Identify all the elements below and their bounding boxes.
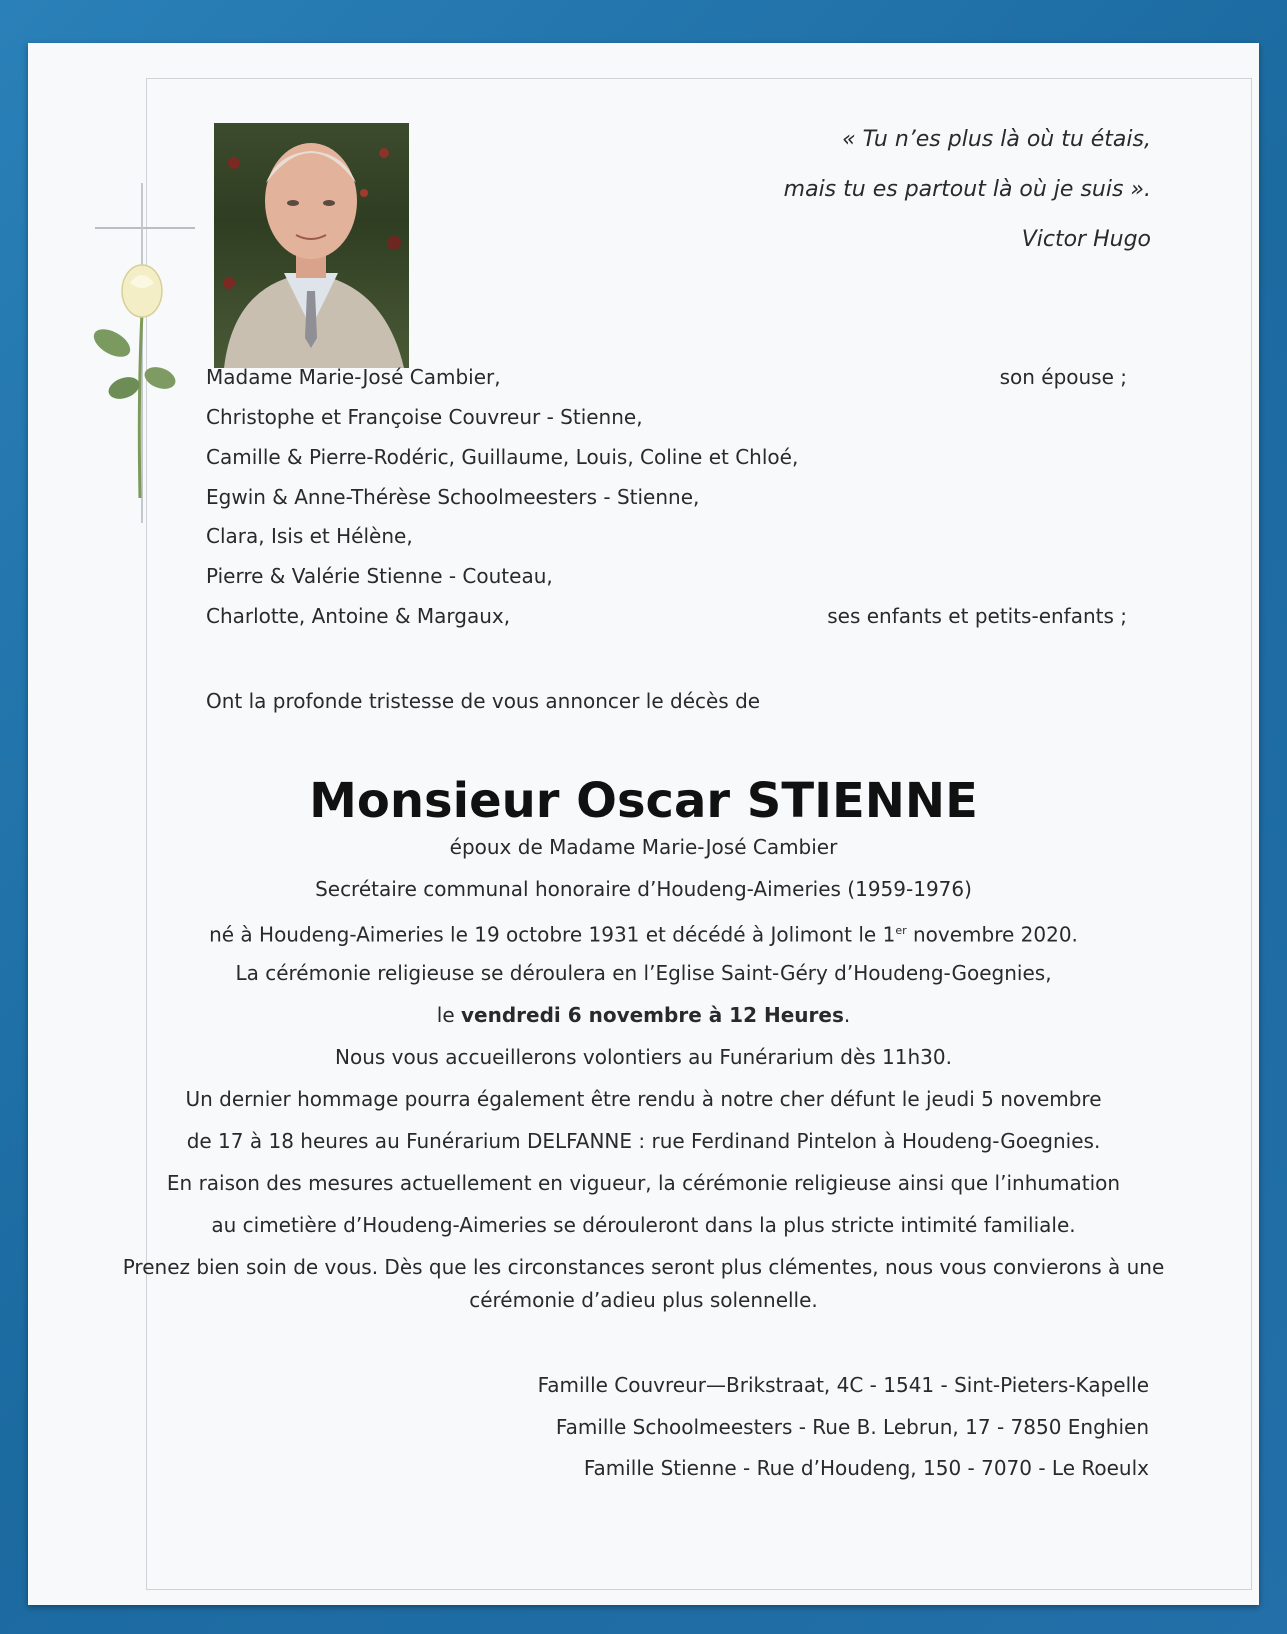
portrait-photo	[214, 123, 409, 368]
care-line-1: Prenez bien soin de vous. Dès que les circonstances seront plus clémentes, nous vous convierons à une	[122, 1255, 1165, 1279]
family-row-left: Madame Marie-José Cambier,	[206, 365, 501, 389]
family-row-left: Charlotte, Antoine & Margaux,	[206, 604, 511, 628]
quote-line-2: mais tu es partout là où je suis ».	[783, 177, 1151, 202]
measures-line-1: En raison des mesures actuellement en vigueur, la cérémonie religieuse ainsi que l’inhumation	[166, 1171, 1121, 1195]
cross-horizontal	[95, 227, 195, 229]
tribute-line-2: de 17 à 18 heures au Funérarium DELFANNE : rue Ferdinand Pintelon à Houdeng-Goegnies.	[186, 1129, 1101, 1153]
date-line	[28, 1003, 1259, 1027]
ordinal-suffix: er	[895, 924, 907, 937]
announcement: Ont la profonde tristesse de vous annoncer le décès de	[206, 689, 761, 713]
family-row-left: Clara, Isis et Hélène,	[206, 524, 413, 548]
quote-author: Victor Hugo	[1021, 227, 1151, 252]
birth-death-line	[28, 919, 1259, 947]
date-prefix: le	[436, 1003, 461, 1027]
family-row-right: ses enfants et petits-enfants ;	[827, 604, 1127, 628]
address-schoolmeesters: Famille Schoolmeesters - Rue B. Lebrun, 17 - 7850 Enghien	[555, 1415, 1149, 1439]
funeral-notice-card	[28, 43, 1259, 1605]
birth-death-text: né à Houdeng-Aimeries le 19 octobre 1931 et décédé à Jolimont le 1	[209, 922, 896, 947]
family-row-right: son épouse ;	[999, 365, 1127, 389]
role-line: Secrétaire communal honoraire d’Houdeng-Aimeries (1959-1976)	[315, 877, 972, 901]
tribute-line-1: Un dernier hommage pourra également être rendu à notre cher défunt le jeudi 5 novembre	[185, 1087, 1102, 1111]
date-bold: vendredi 6 novembre à 12 Heures	[461, 1003, 844, 1027]
measures-line-2: au cimetière d’Houdeng-Aimeries se dérouleront dans la plus stricte intimité familiale.	[211, 1213, 1076, 1237]
spouse-line: époux de Madame Marie-José Cambier	[449, 835, 838, 859]
birth-death-text-end: novembre 2020.	[906, 922, 1078, 947]
family-row-left: Egwin & Anne-Thérèse Schoolmeesters - Stienne,	[206, 485, 700, 509]
deceased-name: Monsieur Oscar STIENNE	[309, 773, 978, 829]
address-couvreur: Famille Couvreur—Brikstraat, 4C - 1541 - Sint-Pieters-Kapelle	[537, 1373, 1149, 1397]
welcome-line: Nous vous accueillerons volontiers au Funérarium dès 11h30.	[335, 1045, 952, 1069]
family-row-left: Christophe et Françoise Couvreur - Stienne,	[206, 405, 643, 429]
date-suffix: .	[843, 1003, 851, 1027]
quote-line-1: « Tu n’es plus là où tu étais,	[842, 127, 1151, 152]
ceremony-line: La cérémonie religieuse se déroulera en l’Eglise Saint-Géry d’Houdeng-Goegnies,	[235, 961, 1052, 985]
rose-icon	[90, 253, 190, 503]
family-row-left: Pierre & Valérie Stienne - Couteau,	[206, 564, 553, 588]
family-row-left: Camille & Pierre-Rodéric, Guillaume, Louis, Coline et Chloé,	[206, 445, 799, 469]
address-stienne: Famille Stienne - Rue d’Houdeng, 150 - 7070 - Le Roeulx	[583, 1456, 1149, 1480]
care-line-2: cérémonie d’adieu plus solennelle.	[469, 1288, 818, 1312]
